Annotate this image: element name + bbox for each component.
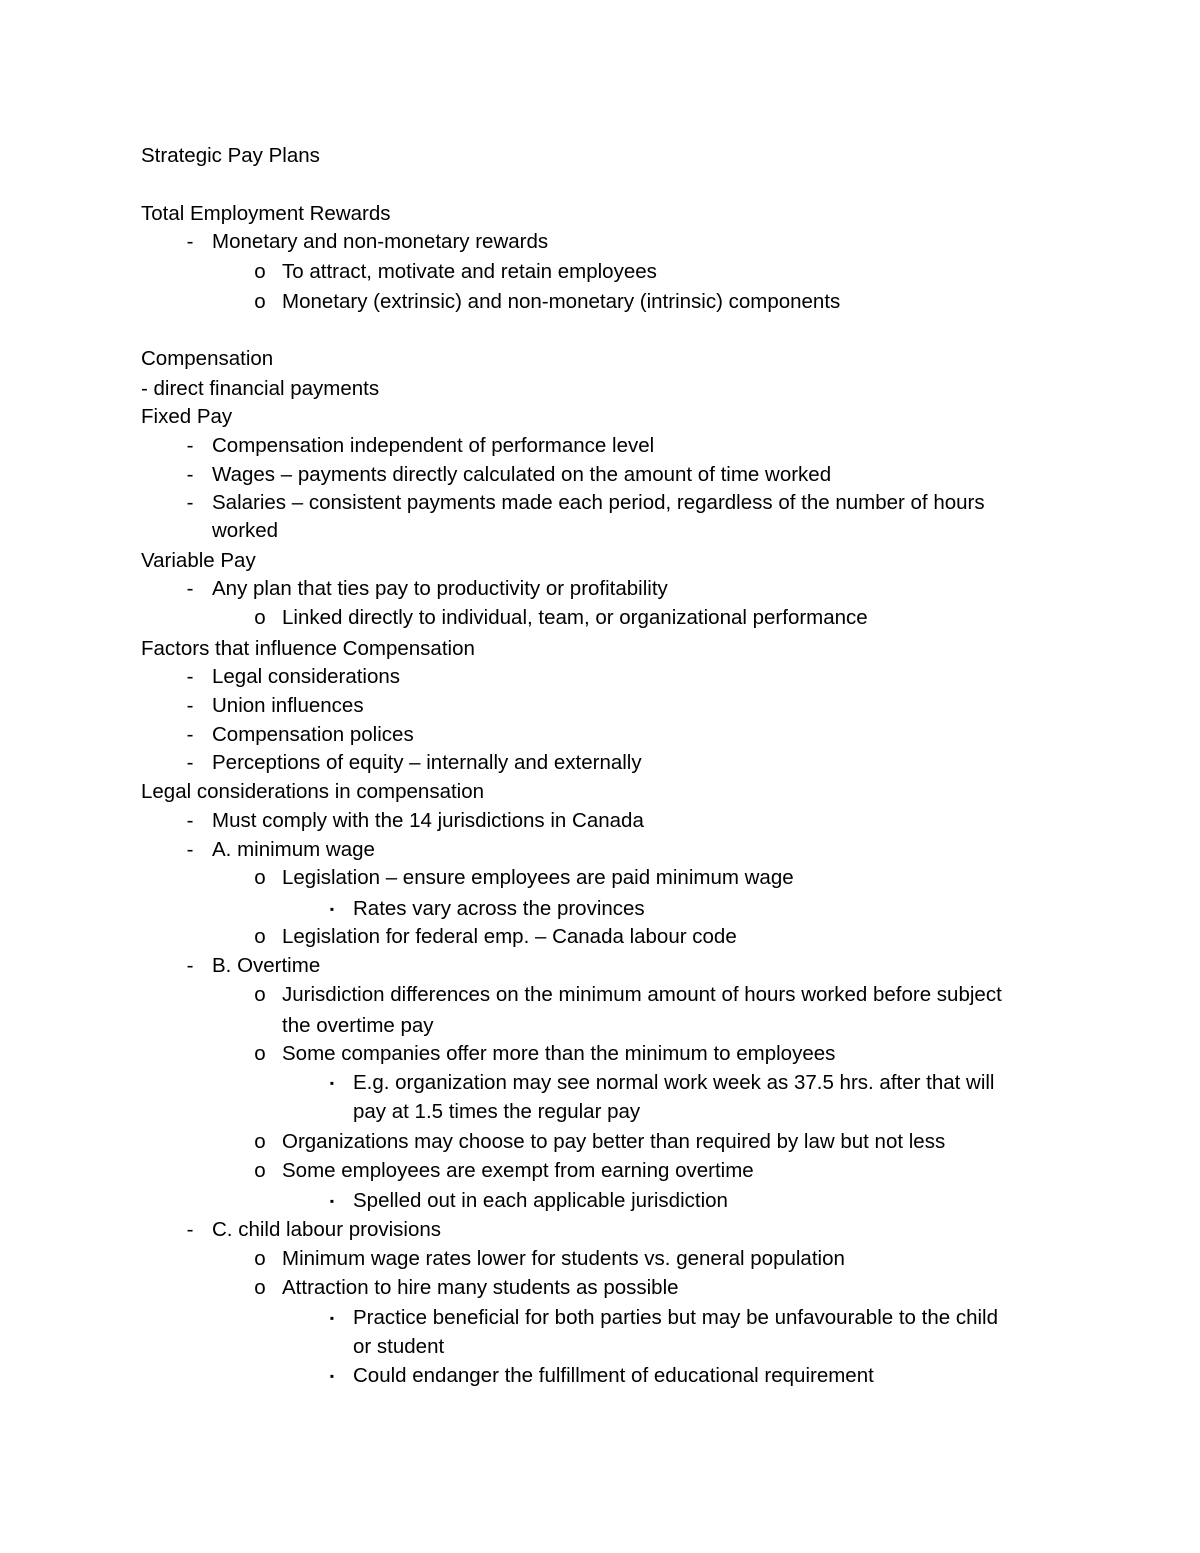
line-text: - direct financial payments <box>141 377 380 400</box>
bullet-item <box>186 807 1100 835</box>
line-text: Fixed Pay <box>141 405 233 428</box>
line-text: Legal considerations in compensation <box>141 780 485 803</box>
line-text: Legal considerations <box>212 665 401 688</box>
circle-bullet-icon: o <box>254 606 266 629</box>
line-text: Legislation for federal emp. – Canada labour code <box>282 925 737 948</box>
heading-line <box>141 403 1100 431</box>
bullet-item <box>186 663 1100 691</box>
heading-line <box>141 142 1100 170</box>
line-text: pay at 1.5 times the regular pay <box>353 1100 641 1123</box>
bullet-item <box>254 1157 1100 1185</box>
bullet-item <box>254 604 1100 632</box>
line-text: Practice beneficial for both parties but may be unfavourable to the child <box>353 1306 998 1329</box>
dash-bullet-icon: - <box>186 751 194 774</box>
dash-bullet-icon: - <box>186 1218 194 1241</box>
heading-line <box>141 375 1100 403</box>
line-text: Must comply with the 14 jurisdictions in Canada <box>212 809 644 832</box>
circle-bullet-icon: o <box>254 1130 266 1153</box>
line-text: Attraction to hire many students as possible <box>282 1276 679 1299</box>
bullet-item <box>186 575 1100 603</box>
square-bullet-icon: ▪ <box>329 902 335 916</box>
circle-bullet-icon: o <box>254 866 266 889</box>
circle-bullet-icon: o <box>254 260 266 283</box>
bullet-item <box>186 836 1100 864</box>
line-text: Some companies offer more than the minimum to employees <box>282 1042 836 1065</box>
bullet-item <box>254 923 1100 951</box>
dash-bullet-icon: - <box>186 463 194 486</box>
bullet-item <box>353 1333 1100 1361</box>
bullet-item <box>186 721 1100 749</box>
bullet-item <box>353 1098 1100 1126</box>
square-bullet-icon: ▪ <box>329 1369 335 1383</box>
line-text: Monetary and non-monetary rewards <box>212 230 549 253</box>
line-text: Union influences <box>212 694 364 717</box>
bullet-item <box>254 258 1100 286</box>
dash-bullet-icon: - <box>186 838 194 861</box>
bullet-item <box>212 517 1100 545</box>
bullet-item <box>329 1069 1100 1097</box>
heading-line <box>141 778 1100 806</box>
square-bullet-icon: ▪ <box>329 1311 335 1325</box>
dash-bullet-icon: - <box>186 230 194 253</box>
bullet-item <box>254 1128 1100 1156</box>
dash-bullet-icon: - <box>186 491 194 514</box>
bullet-item <box>186 489 1100 517</box>
line-text: Jurisdiction differences on the minimum amount of hours worked before subject <box>282 983 1002 1006</box>
circle-bullet-icon: o <box>254 1042 266 1065</box>
bullet-item <box>186 1216 1100 1244</box>
bullet-item <box>186 461 1100 489</box>
line-text: Compensation <box>141 347 274 370</box>
line-text: To attract, motivate and retain employees <box>282 260 657 283</box>
line-text: Any plan that ties pay to productivity or profitability <box>212 577 668 600</box>
line-text: Wages – payments directly calculated on the amount of time worked <box>212 463 832 486</box>
circle-bullet-icon: o <box>254 983 266 1006</box>
square-bullet-icon: ▪ <box>329 1194 335 1208</box>
line-text: Minimum wage rates lower for students vs. general population <box>282 1247 845 1270</box>
dash-bullet-icon: - <box>186 694 194 717</box>
bullet-item <box>186 692 1100 720</box>
line-text: Variable Pay <box>141 549 256 572</box>
bullet-item <box>254 1040 1100 1068</box>
bullet-item <box>254 981 1100 1009</box>
heading-line <box>141 635 1100 663</box>
bullet-item <box>329 1304 1100 1332</box>
bullet-item <box>282 1012 1100 1040</box>
line-text: B. Overtime <box>212 954 321 977</box>
line-text: Perceptions of equity – internally and externally <box>212 751 642 774</box>
bullet-item <box>254 1245 1100 1273</box>
heading-line <box>141 200 1100 228</box>
bullet-item <box>254 1274 1100 1302</box>
line-text: Linked directly to individual, team, or organizational performance <box>282 606 868 629</box>
dash-bullet-icon: - <box>186 723 194 746</box>
bullet-item <box>254 864 1100 892</box>
circle-bullet-icon: o <box>254 1159 266 1182</box>
circle-bullet-icon: o <box>254 925 266 948</box>
line-text: the overtime pay <box>282 1014 434 1037</box>
line-text: Strategic Pay Plans <box>141 144 320 167</box>
line-text: Compensation polices <box>212 723 414 746</box>
dash-bullet-icon: - <box>186 665 194 688</box>
line-text: Salaries – consistent payments made each period, regardless of the number of hours <box>212 491 985 514</box>
line-text: worked <box>212 519 279 542</box>
line-text: A. minimum wage <box>212 838 375 861</box>
line-text: Monetary (extrinsic) and non-monetary (intrinsic) components <box>282 290 841 313</box>
line-text: C. child labour provisions <box>212 1218 442 1241</box>
line-text: Total Employment Rewards <box>141 202 391 225</box>
circle-bullet-icon: o <box>254 290 266 313</box>
bullet-item <box>186 952 1100 980</box>
line-text: Organizations may choose to pay better than required by law but not less <box>282 1130 946 1153</box>
circle-bullet-icon: o <box>254 1276 266 1299</box>
line-text: Legislation – ensure employees are paid minimum wage <box>282 866 794 889</box>
dash-bullet-icon: - <box>186 809 194 832</box>
bullet-item <box>329 895 1100 923</box>
line-text: Could endanger the fulfillment of educational requirement <box>353 1364 874 1387</box>
circle-bullet-icon: o <box>254 1247 266 1270</box>
bullet-item <box>186 228 1100 256</box>
heading-line <box>141 547 1100 575</box>
line-text: Some employees are exempt from earning overtime <box>282 1159 754 1182</box>
bullet-item <box>329 1187 1100 1215</box>
line-text: Rates vary across the provinces <box>353 897 645 920</box>
bullet-item <box>186 432 1100 460</box>
dash-bullet-icon: - <box>186 954 194 977</box>
bullet-item <box>186 749 1100 777</box>
line-text: Factors that influence Compensation <box>141 637 475 660</box>
square-bullet-icon: ▪ <box>329 1076 335 1090</box>
bullet-item <box>329 1362 1100 1390</box>
line-text: or student <box>353 1335 445 1358</box>
dash-bullet-icon: - <box>186 577 194 600</box>
line-text: Compensation independent of performance level <box>212 434 655 457</box>
bullet-item <box>254 288 1100 316</box>
line-text: E.g. organization may see normal work week as 37.5 hrs. after that will <box>353 1071 995 1094</box>
heading-line <box>141 345 1100 373</box>
dash-bullet-icon: - <box>186 434 194 457</box>
line-text: Spelled out in each applicable jurisdiction <box>353 1189 728 1212</box>
